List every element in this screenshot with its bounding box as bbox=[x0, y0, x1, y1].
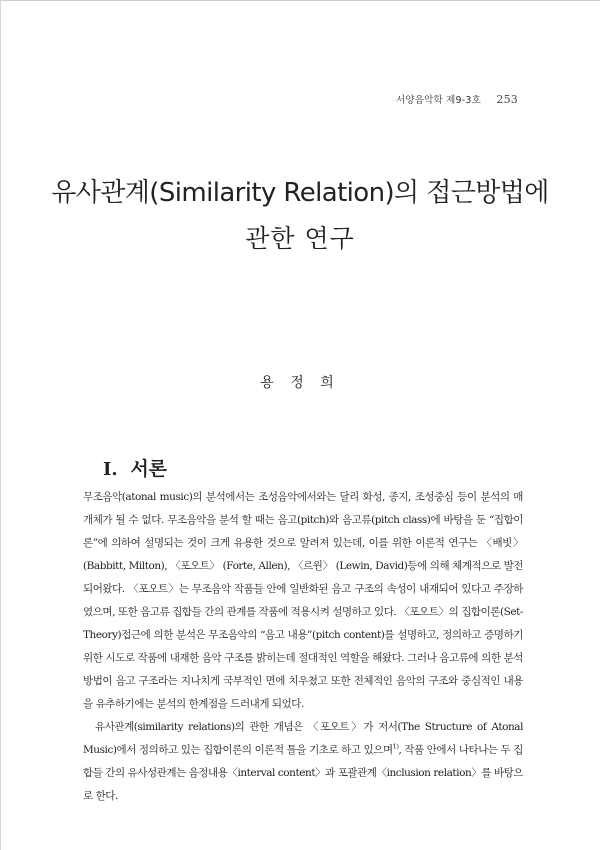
journal-name: 서양음악학 제9-3호 bbox=[396, 95, 481, 106]
section-title: 서론 bbox=[130, 457, 168, 480]
paragraph-1: 무조음악(atonal music)의 분석에서는 조성음악에서와는 달리 화성, 종지, 조성중심 등이 분석의 매개체가 될 수 없다. 무조음악을 분석 할 때는 음고(pitch)와 음고류(pitch class)에 바탕을 둔 “집합이론”에 의하여 설명되는 것이 크게 유용한 것으로 알려져 있는데, 이를 위한 이론적 연구는 〈배빗〉 (Babbitt, Milton), 〈포오트〉 (Forte, Allen), 〈르윈〉 (Lewin, David)등에 의해 체계적으로 발전되어왔다. 〈포오트〉는 무조음악 작품들 안에 일반화된 음고 구조의 속성이 내재되어 있다고 주장하였으며, 또한 음고류 집합들 간의 관계를 작품에 적용시켜 설명하고 있다. 〈포오트〉의 집합이론(Set-Theory)접근에 의한 분석은 무조음악의 “음고 내용”(pitch content)를 설명하고, 정의하고 증명하기 위한 시도로 작품에 내재한 음악 구조를 밝히는데 절대적인 역할을 해왔다. 그러나 음고류에 의한 분석 방법이 음고 구조라는 지나치게 국부적인 면에 치우쳤고 또한 전체적인 음악의 구조와 중심적인 내용을 유추하기에는 분석의 한계점을 드러내게 되었다. bbox=[83, 491, 523, 710]
page-left-edge bbox=[0, 0, 1, 850]
page-top-edge bbox=[0, 0, 600, 1]
section-number: I. bbox=[103, 458, 118, 480]
paragraph-2 bbox=[83, 716, 523, 808]
running-header bbox=[396, 92, 518, 106]
paper-title-line-1: 유사관계(Similarity Relation)의 접근방법에 bbox=[51, 178, 549, 208]
page-number: 253 bbox=[496, 93, 518, 106]
section-heading bbox=[103, 454, 167, 481]
paper-title bbox=[0, 170, 600, 262]
body-text bbox=[83, 486, 523, 808]
paper-title-line-2: 관한 연구 bbox=[245, 224, 355, 253]
author-name: 용 정 희 bbox=[260, 375, 340, 391]
footnote-marker[interactable]: 1) bbox=[392, 742, 399, 751]
paragraph-2-part-1: 유사관계(similarity relations)의 관한 개념은 〈포오트〉가 저서(The Structure of Atonal Music)에서 정의하고 있는 집합이론의 이론적 틀을 기초로 하고 있으며 bbox=[83, 721, 523, 756]
paragraph-2-part-2: , 작품 안에서 나타나는 두 집합들 간의 유사성관계는 음정내용〈interval content〉과 포괄관계〈inclusion relation〉를 바탕으로 한다. bbox=[83, 744, 524, 802]
